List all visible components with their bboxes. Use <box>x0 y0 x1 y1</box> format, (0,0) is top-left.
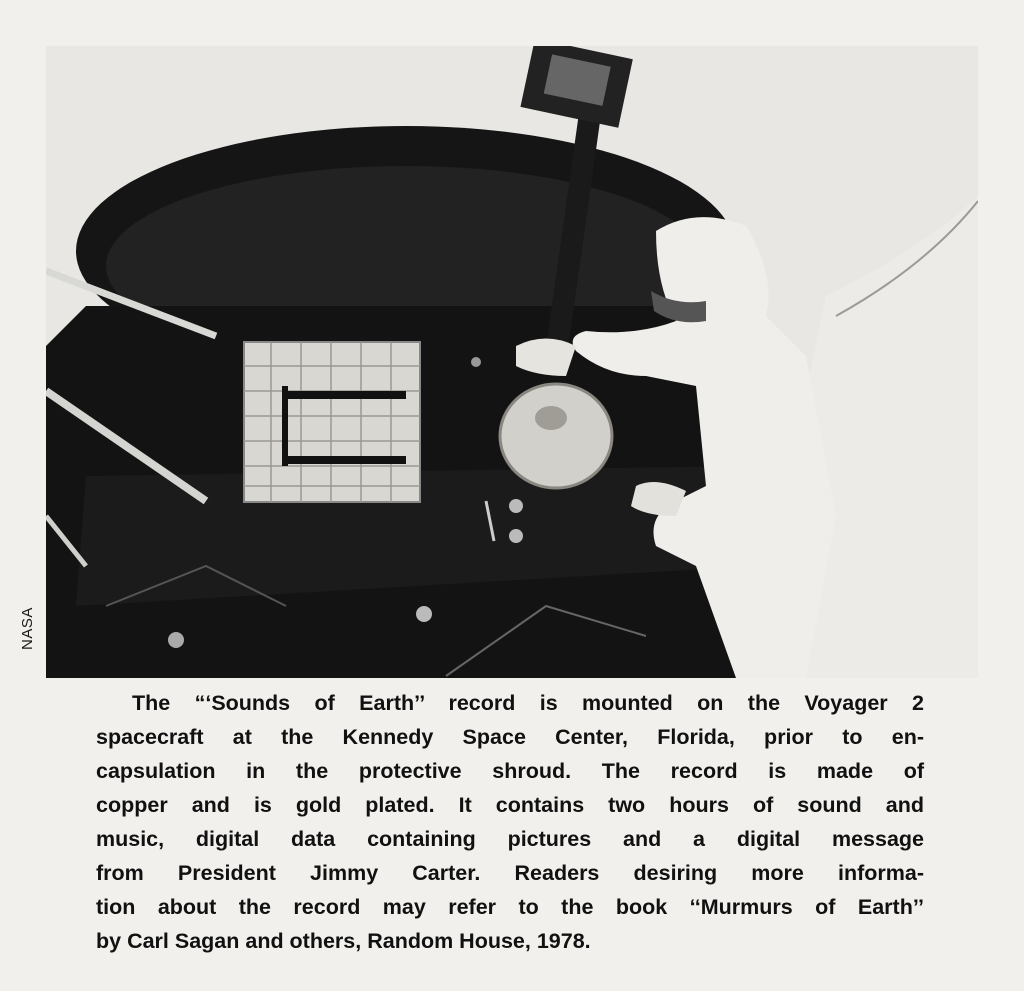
caption-line: music, digital data containing pictures and a digital message <box>96 827 924 851</box>
caption-line: capsulation in the protective shroud. The record is made of <box>96 759 924 783</box>
caption-line: by Carl Sagan and others, Random House, 1978. <box>96 929 591 953</box>
caption-line: spacecraft at the Kennedy Space Center, Florida, prior to en- <box>96 725 924 749</box>
photo-illustration <box>46 46 978 678</box>
caption-line: tion about the record may refer to the book ‘‘Murmurs of Earth’’ <box>96 895 924 919</box>
photo-credit: NASA <box>19 607 36 650</box>
photo-caption <box>96 686 924 958</box>
spacecraft-photo <box>46 46 978 678</box>
gold-record <box>500 384 612 488</box>
caption-line: copper and is gold plated. It contains two hours of sound and <box>96 793 924 817</box>
caption-line: from President Jimmy Carter. Readers desiring more informa- <box>96 861 924 885</box>
caption-line: The “‘Sounds of Earth’’ record is mounted on the Voyager 2 <box>132 691 924 715</box>
